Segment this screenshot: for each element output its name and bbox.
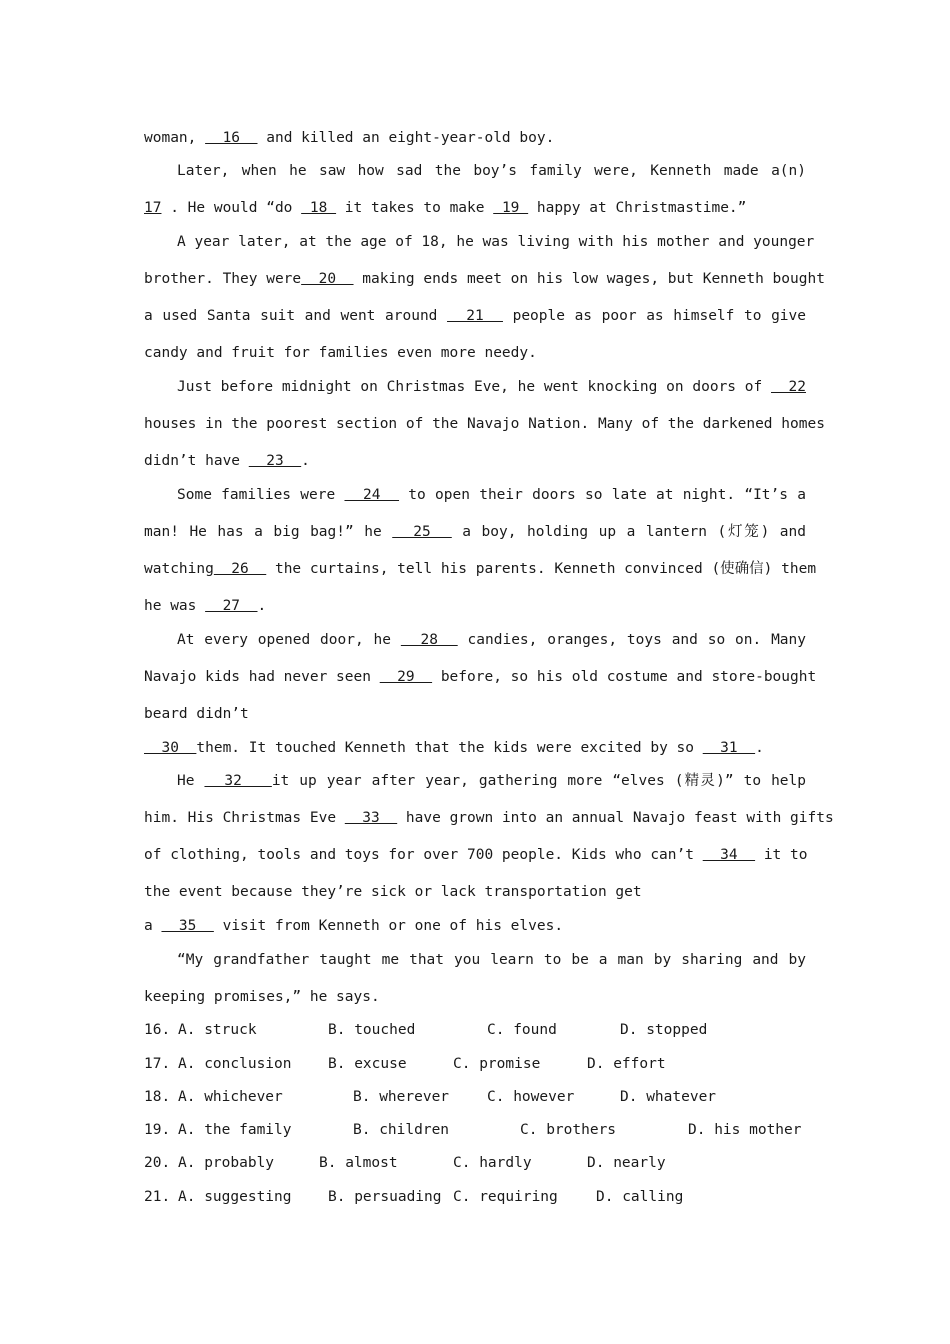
answer-option: D. stopped <box>620 1022 708 1038</box>
passage-line <box>144 882 806 902</box>
question-number: 16. <box>144 1022 171 1038</box>
answer-blank: 31 <box>702 740 756 756</box>
answer-option: B. excuse <box>328 1056 407 1072</box>
passage-text: Navajo kids had never seen <box>144 669 380 685</box>
answer-blank: 32 <box>204 773 272 789</box>
passage-line <box>144 269 825 289</box>
answer-blank: 18 <box>301 200 337 216</box>
passage-text: a <box>144 918 162 934</box>
answer-option: B. wherever <box>353 1089 450 1105</box>
passage-text: the event because they’re sick or lack transportation get <box>144 884 642 900</box>
answer-option: D. whatever <box>620 1089 717 1105</box>
answer-blank: 30 <box>144 740 197 756</box>
passage-line <box>144 559 817 579</box>
passage-line <box>144 198 806 218</box>
passage-text: houses in the poorest section of the Navajo Nation. Many of the darkened homes <box>144 416 825 432</box>
question-number: 19. <box>144 1122 171 1138</box>
passage-line <box>144 306 806 326</box>
passage-text: . <box>755 740 764 756</box>
passage-text: keeping promises,” he says. <box>144 989 380 1005</box>
passage-text: man! He has a big bag!” he <box>144 524 393 540</box>
passage-text: making ends meet on his low wages, but Kenneth bought <box>353 271 825 287</box>
passage-text: it takes to make <box>336 200 494 216</box>
passage-line <box>144 596 806 616</box>
passage-text: . <box>301 453 310 469</box>
passage-text: brother. They were <box>144 271 302 287</box>
passage-text: beard didn’t <box>144 706 249 722</box>
answer-option: B. children <box>353 1122 450 1138</box>
passage-line <box>144 808 834 828</box>
passage-text: candies, oranges, toys and so on. Many <box>457 632 806 648</box>
passage-line <box>144 630 806 650</box>
passage-text: . He would “do <box>161 200 302 216</box>
passage-text: . <box>257 598 267 614</box>
passage-line <box>144 738 806 758</box>
passage-line <box>144 916 806 936</box>
passage-text: Some families were <box>177 487 345 503</box>
passage-text: didn’t have <box>144 453 249 469</box>
answer-option: D. nearly <box>587 1155 666 1171</box>
question-number: 20. <box>144 1155 171 1171</box>
passage-text: He <box>177 773 205 789</box>
passage-line <box>144 950 806 970</box>
answer-option: A. whichever <box>178 1089 283 1105</box>
question-number: 18. <box>144 1089 171 1105</box>
passage-line <box>144 845 806 865</box>
passage-text: candy and fruit for families even more needy. <box>144 345 537 361</box>
answer-option: C. promise <box>453 1056 541 1072</box>
passage-text: of clothing, tools and toys for over 700 people. Kids who can’t <box>144 847 703 863</box>
passage-text: them. It touched Kenneth that the kids were excited by so <box>196 740 703 756</box>
answer-option: A. struck <box>178 1022 257 1038</box>
passage-text: At every opened door, he <box>177 632 401 648</box>
answer-option: C. found <box>487 1022 557 1038</box>
passage-text: to open their doors so late at night. “It’s a <box>399 487 806 503</box>
passage-line <box>144 377 806 397</box>
question-number: 17. <box>144 1056 171 1072</box>
answer-blank: 20 <box>301 271 354 287</box>
passage-text: before, so his old costume and store-bought <box>432 669 817 685</box>
passage-text: A year later, at the age of 18, he was living with his mother and younger <box>177 234 815 250</box>
answer-option: B. touched <box>328 1022 416 1038</box>
answer-blank: 29 <box>379 669 433 685</box>
passage-text: it to <box>755 847 808 863</box>
answer-blank: 23 <box>248 453 302 469</box>
passage-line <box>144 667 817 687</box>
answer-option: C. requiring <box>453 1189 558 1205</box>
answer-blank: 16 <box>205 130 258 146</box>
passage-line <box>144 485 806 505</box>
passage-line <box>144 704 806 724</box>
answer-option: D. effort <box>587 1056 666 1072</box>
answer-blank: 34 <box>702 847 756 863</box>
passage-text: watching <box>144 561 214 577</box>
passage-text: him. His Christmas Eve <box>144 810 345 826</box>
answer-blank: 27 <box>205 598 258 614</box>
passage-text: a boy, holding up a lantern (灯笼) and <box>451 524 807 540</box>
passage-text: “My grandfather taught me that you learn to be a man by sharing and by <box>177 952 806 968</box>
answer-option: D. calling <box>596 1189 684 1205</box>
answer-option: A. the family <box>178 1122 292 1138</box>
passage-text: have grown into an annual Navajo feast with gifts <box>397 810 834 826</box>
passage-line <box>144 343 806 363</box>
answer-option: D. his mother <box>688 1122 802 1138</box>
answer-option: A. suggesting <box>178 1189 292 1205</box>
answer-blank: 21 <box>447 308 503 324</box>
passage-text: a used Santa suit and went around <box>144 308 448 324</box>
answer-option: B. almost <box>319 1155 398 1171</box>
answer-blank: 24 <box>344 487 400 503</box>
passage-line <box>144 161 806 181</box>
passage-line <box>144 522 806 542</box>
answer-option: A. conclusion <box>178 1056 292 1072</box>
answer-option: B. persuading <box>328 1189 442 1205</box>
passage-text: happy at Christmastime.” <box>528 200 747 216</box>
passage-line <box>144 987 806 1007</box>
passage-text: woman, <box>144 130 206 146</box>
answer-blank: 35 <box>161 918 214 934</box>
passage-line <box>144 414 825 434</box>
answer-option: C. however <box>487 1089 575 1105</box>
answer-blank: 19 <box>493 200 529 216</box>
passage-line <box>144 451 806 471</box>
answer-blank: 17 <box>144 200 162 216</box>
answer-blank: 33 <box>344 810 398 826</box>
passage-text: it up year after year, gathering more “elves (精灵)” to help <box>271 773 806 789</box>
passage-line <box>144 128 806 148</box>
passage-line <box>144 232 815 252</box>
answer-blank: 28 <box>400 632 458 648</box>
answer-blank: 26 <box>213 561 267 577</box>
question-number: 21. <box>144 1189 171 1205</box>
passage-text: and killed an eight-year-old boy. <box>257 130 555 146</box>
passage-line <box>144 771 806 791</box>
answer-option: C. brothers <box>520 1122 617 1138</box>
passage-text: he was <box>144 598 206 614</box>
answer-option: C. hardly <box>453 1155 532 1171</box>
answer-option: A. probably <box>178 1155 275 1171</box>
passage-text: the curtains, tell his parents. Kenneth convinced (使确信) them <box>266 561 817 577</box>
answer-blank: 22 <box>771 379 806 395</box>
answer-blank: 25 <box>392 524 452 540</box>
passage-text: Just before midnight on Christmas Eve, he went knocking on doors of <box>177 379 772 395</box>
passage-text: visit from Kenneth or one of his elves. <box>213 918 564 934</box>
passage-text: people as poor as himself to give <box>502 308 806 324</box>
passage-text: Later, when he saw how sad the boy’s family were, Kenneth made a(n) <box>177 163 806 179</box>
